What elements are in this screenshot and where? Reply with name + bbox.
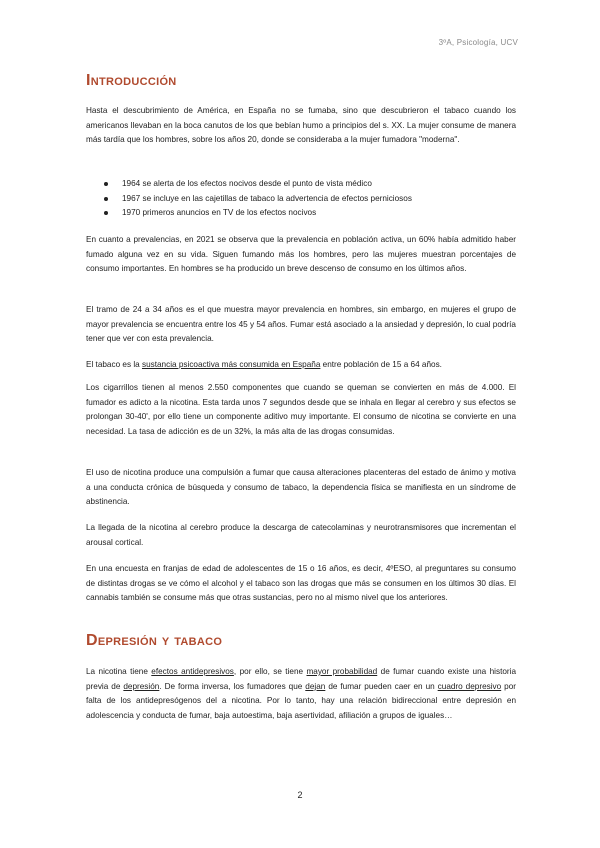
bullet-list-milestones: [104, 177, 504, 221]
bullet-icon: [104, 197, 108, 201]
underlined-term: efectos antidepresivos: [151, 667, 234, 676]
bullet-icon: [104, 211, 108, 215]
underlined-term: sustancia psicoactiva más consumida en España: [141, 360, 321, 369]
paragraph-tramo-edad: El tramo de 24 a 34 años es el que muestra mayor prevalencia en hombres, sin embargo, en mujeres el grupo de mayor prevalencia se encuentra entre los 45 y 54 años. Fumar está asociado a la ansiedad y depresión, lo cual podría tener que ver con esta prevalencia.: [86, 305, 516, 344]
underlined-term: mayor probabilidad: [306, 667, 378, 676]
bullet-icon: [104, 182, 108, 186]
running-header: 3ºA, Psicología, UCV: [438, 38, 518, 47]
list-item: 1967 se incluye en las cajetillas de tabaco la advertencia de efectos perniciosos: [104, 192, 504, 207]
paragraph-encuesta: En una encuesta en franjas de edad de adolescentes de 15 o 16 años, es decir, 4ºESO, al preguntares su consumo de distintas drogas se ve cómo el alcohol y el tabaco son las drogas que más se consumen en los últimos 30 días. El cannabis también se consume más que otras sustancias, pero no al mismo nivel que los anteriores.: [86, 564, 516, 603]
underlined-term: cuadro depresivo: [437, 681, 502, 691]
paragraph-sustancia: El tabaco es la sustancia psicoactiva más consumida en España entre población de 15 a 64 años.: [86, 360, 442, 369]
list-item: 1964 se alerta de los efectos nocivos desde el punto de vista médico: [104, 177, 504, 192]
section-title-introduccion: Introducción: [86, 72, 177, 89]
paragraph-prevalencias: En cuanto a prevalencias, en 2021 se observa que la prevalencia en población activa, un 60% había admitido haber fumado alguna vez en su vida. Siguen fumando más los hombres, pero las mujeres muestran porcentajes de consumo importantes. En hombres se ha producido un breve descenso de consumo en los últimos años.: [86, 235, 516, 274]
section-title-depresion: Depresión y tabaco: [86, 632, 223, 649]
underlined-term: depresión: [123, 681, 160, 691]
paragraph-compulsion: El uso de nicotina produce una compulsión a fumar que causa alteraciones placenteras del estado de ánimo y motiva a una conducta crónica de búsqueda y consumo de tabaco, la dependencia física se manifiesta en un síndrome de abstinencia.: [86, 468, 516, 507]
paragraph-depresion: La nicotina tiene efectos antidepresivos, por ello, se tiene mayor probabilidad de fumar cuando existe una historia previa de depresión. De forma inversa, los fumadores que dejan de fumar pueden caer en un cuadro depresivo por falta de los antidepresógenos del a nicotina. Por lo tanto, hay una relación bidireccional entre depresión en adolescencia y conducta de fumar, baja autoestima, baja asertividad, afiliación a grupos de iguales…: [86, 667, 517, 720]
underlined-term: dejan: [305, 681, 326, 691]
paragraph-catecolaminas: La llegada de la nicotina al cerebro produce la descarga de catecolaminas y neurotransmisores que incrementan el arousal cortical.: [86, 523, 516, 547]
paragraph-componentes: Los cigarrillos tienen al menos 2.550 componentes que cuando se queman se convierten en más de 4.000. El fumador es adicto a la nicotina. Esta tarda unos 7 segundos desde que se inhala en llegar al cerebro y sus efectos se prolongan 30-40', por ello tiene un componente aditivo muy importante. El consumo de nicotina se convierte en una necesidad. La tasa de adicción es de un 32%, la más alta de las drogas consumidas.: [86, 383, 516, 436]
paragraph-history: Hasta el descubrimiento de América, en España no se fumaba, sino que descubrieron el tabaco cuando los americanos llevaban en la boca canutos de los que bebían humo a principios del s. XX. La mujer consume de manera más tardía que los hombres, sobre los años 20, donde se consideraba a la mujer fumadora "moderna".: [86, 106, 516, 145]
page-number: 2: [297, 790, 303, 800]
list-item: 1970 primeros anuncios en TV de los efectos nocivos: [104, 206, 504, 221]
